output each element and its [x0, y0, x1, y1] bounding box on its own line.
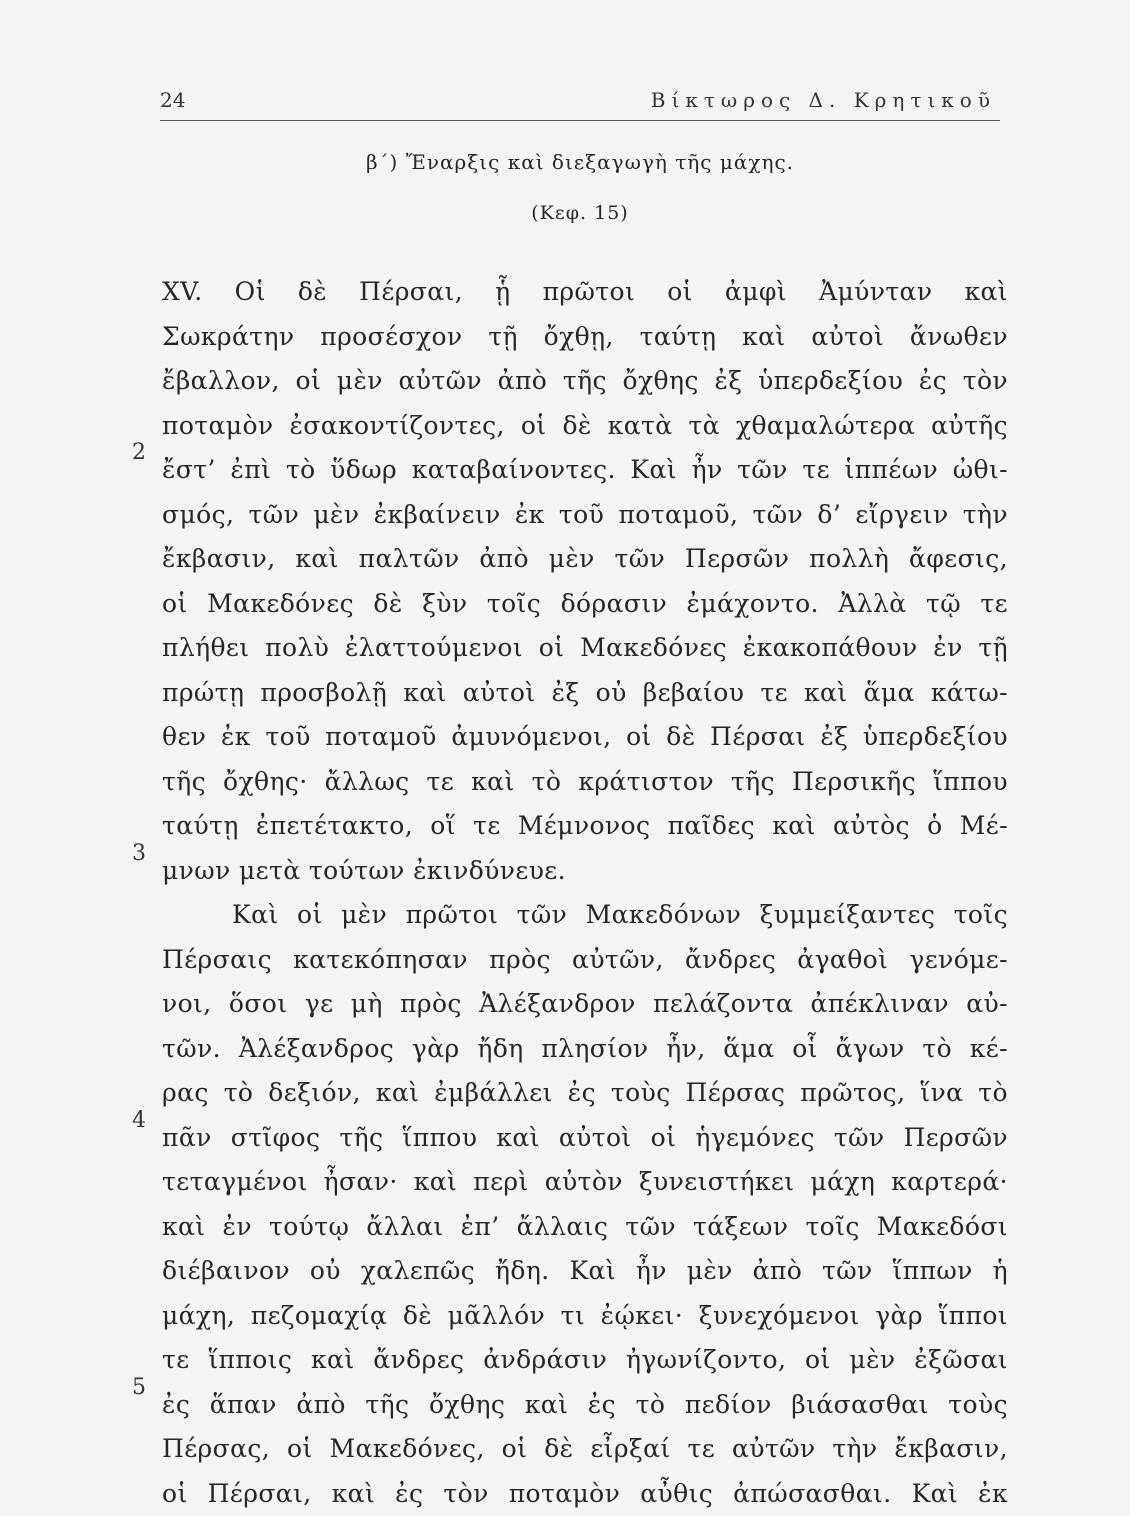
- text-line: ἔκβασιν, καὶ παλτῶν ἀπὸ μὲν τῶν Περσῶν πολλὴ ἄφεσις,: [162, 537, 1008, 582]
- text-line: ρας τὸ δεξιόν, καὶ ἐμβάλλει ἐς τοὺς Πέρσας πρῶτος, ἵνα τὸ: [162, 1071, 1008, 1116]
- margin-paragraph-number: 3: [132, 841, 156, 866]
- running-head: Βίκτωρος Δ. Κρητικοῦ: [651, 88, 996, 112]
- text-line: ἐς ἅπαν ἀπὸ τῆς ὄχθης καὶ ἐς τὸ πεδίον βιάσασθαι τοὺς: [162, 1383, 1008, 1428]
- text-line: διέβαινον οὐ χαλεπῶς ἤδη. Καὶ ἦν μὲν ἀπὸ τῶν ἵππων ἡ: [162, 1249, 1008, 1294]
- text-line: ταύτῃ ἐπετέτακτο, οἵ τε Μέμνονος παῖδες καὶ αὐτὸς ὁ Μέ-: [162, 804, 1008, 849]
- text-line: πρώτῃ προσβολῇ καὶ αὐτοὶ ἐξ οὐ βεβαίου τε καὶ ἅμα κάτω-: [162, 671, 1008, 716]
- text-line: οἱ Πέρσαι, καὶ ἐς τὸν ποταμὸν αὖθις ἀπώσασθαι. Καὶ ἐκ: [162, 1472, 1008, 1516]
- text-line: Καὶ οἱ μὲν πρῶτοι τῶν Μακεδόνων ξυμμείξαντες τοῖς: [162, 893, 1008, 938]
- margin-paragraph-number: 4: [132, 1108, 156, 1133]
- text-line: τῆς ὄχθης· ἄλλως τε καὶ τὸ κράτιστον τῆς Περσικῆς ἵππου: [162, 760, 1008, 805]
- margin-paragraph-number: 5: [132, 1375, 156, 1400]
- text-line: Πέρσας, οἱ Μακεδόνες, οἱ δὲ εἶρξαί τε αὐτῶν τὴν ἔκβασιν,: [162, 1427, 1008, 1472]
- text-line: ἔβαλλον, οἱ μὲν αὐτῶν ἀπὸ τῆς ὄχθης ἐξ ὑπερδεξίου ἐς τὸν: [162, 359, 1008, 404]
- text-line: Σωκράτην προσέσχον τῇ ὄχθῃ, ταύτῃ καὶ αὐτοὶ ἄνωθεν: [162, 315, 1008, 360]
- text-line: Πέρσαις κατεκόπησαν πρὸς αὐτῶν, ἄνδρες ἀγαθοὶ γενόμε-: [162, 938, 1008, 983]
- text-line: τῶν. Ἀλέξανδρος γὰρ ἤδη πλησίον ἦν, ἅμα οἷ ἄγων τὸ κέ-: [162, 1027, 1008, 1072]
- text-line: νοι, ὅσοι γε μὴ πρὸς Ἀλέξανδρον πελάζοντα ἀπέκλιναν αὐ-: [162, 982, 1008, 1027]
- text-line: οἱ Μακεδόνες δὲ ξὺν τοῖς δόρασιν ἐμάχοντο. Ἀλλὰ τῷ τε: [162, 582, 1008, 627]
- body-text: [162, 270, 1008, 1516]
- page-header: [160, 84, 1000, 121]
- text-line: πᾶν στῖφος τῆς ἵππου καὶ αὐτοὶ οἱ ἡγεμόνες τῶν Περσῶν: [162, 1116, 1008, 1161]
- text-line: τε ἵπποις καὶ ἄνδρες ἀνδράσιν ἠγωνίζοντο, οἱ μὲν ἐξῶσαι: [162, 1338, 1008, 1383]
- section-title: β΄) Ἔναρξις καὶ διεξαγωγὴ τῆς μάχης.: [160, 150, 1000, 174]
- text-line: μνων μετὰ τούτων ἐκινδύνευε.: [162, 849, 1008, 894]
- text-line: πλήθει πολὺ ἐλαττούμενοι οἱ Μακεδόνες ἐκακοπάθουν ἐν τῇ: [162, 626, 1008, 671]
- text-line: θεν ἐκ τοῦ ποταμοῦ ἀμυνόμενοι, οἱ δὲ Πέρσαι ἐξ ὑπερδεξίου: [162, 715, 1008, 760]
- page-number: 24: [160, 88, 185, 112]
- text-line: σμός, τῶν μὲν ἐκβαίνειν ἐκ τοῦ ποταμοῦ, τῶν δ’ εἴργειν τὴν: [162, 493, 1008, 538]
- text-line: ἔστ’ ἐπὶ τὸ ὕδωρ καταβαίνοντες. Καὶ ἦν τῶν τε ἱππέων ὠθι-: [162, 448, 1008, 493]
- text-line: ποταμὸν ἐσακοντίζοντες, οἱ δὲ κατὰ τὰ χθαμαλώτερα αὐτῆς: [162, 404, 1008, 449]
- text-line: μάχη, πεζομαχίᾳ δὲ μᾶλλόν τι ἐῴκει· ξυνεχόμενοι γὰρ ἵπποι: [162, 1294, 1008, 1339]
- chapter-reference: (Κεφ. 15): [160, 202, 1000, 224]
- text-line: καὶ ἐν τούτῳ ἄλλαι ἐπ’ ἄλλαις τῶν τάξεων τοῖς Μακεδόσι: [162, 1205, 1008, 1250]
- text-line: XV. Οἱ δὲ Πέρσαι, ᾗ πρῶτοι οἱ ἀμφὶ Ἀμύνταν καὶ: [162, 270, 1008, 315]
- text-line: τεταγμένοι ἦσαν· καὶ περὶ αὐτὸν ξυνειστήκει μάχη καρτερά·: [162, 1160, 1008, 1205]
- margin-paragraph-number: 2: [132, 440, 156, 465]
